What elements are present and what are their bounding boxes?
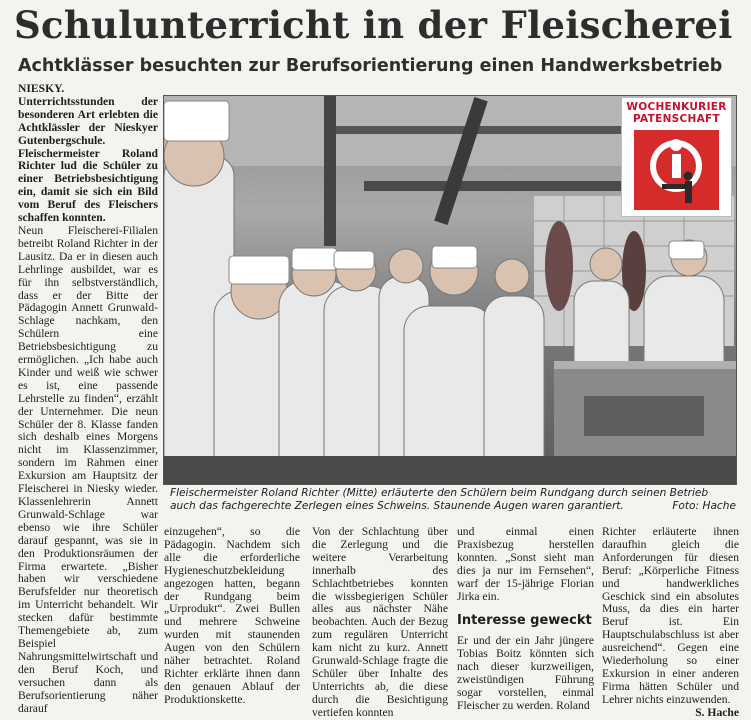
patenschaft-badge [621,97,732,217]
patenschaft-logo-icon [632,128,721,212]
article-column-3-text: Von der Schlachtung über die Zerlegung und die weitere Verarbeitung innerhalb des Schlachtbetriebes konnten die wissbegierigen Schüler alles aus nächster Nähe beobachten. Auch der Bezug zum regulären Unterricht kam nicht zu kurz. Annett Grunwald-Schlage fragte die Schüler über Inhalte des Unterrichts ab, die diese durch die Besichtigung vertiefen konnten [312,525,448,719]
article-column-4-bottom: Er und der ein Jahr jüngere Tobias Boitz könnten sich nach dieser kurzweiligen, zweistündigen Führung sogar vorstellen, einmal Fleischer zu werden. Roland [457,634,594,712]
article-column-2-text: einzugehen“, so die Pädagogin. Nachdem sich alle die erforderliche Hygieneschutzbekleidung angezogen hatten, begann der Rundgang beim „Urprodukt“. Zwei Bullen und mehrere Schweine wurden mit staunenden Augen von den Schülern näher betrachtet. Roland Richter erklärte ihnen dann den genauen Ablauf der Produktionskette. [164,525,300,706]
subheadline: Achtklässer besuchten zur Berufsorientierung einen Handwerksbetrieb [18,56,723,76]
photo-credit: Foto: Hache [672,500,736,512]
article-column-3 [312,526,448,720]
headline: Schulunterricht in der Fleischerei [14,3,733,47]
caption-text: Fleischermeister Roland Richter (Mitte) erläuterte den Schülern beim Rundgang durch seinen Betrieb auch das fachgerechte Zerlegen eines Schweins. Staunende Augen waren garantiert. [170,487,709,512]
article-column-2 [164,526,300,707]
article-column-5-text: Richter erläuterte ihnen daraufhin gleich die Anforderungen für diesen Beruf: „Körperliche Fitness und handwerkliches Geschick sind ein absolutes Muss, da dies ein harter Beruf ist. Ein Hauptschulabschluss ist aber ausreichend“. Gegen eine Wiederholung so einer Exkursion in einer anderen Firma hätten Schüler und Lehrer nichts einzuwenden. [602,525,739,706]
article-column-5 [602,526,739,720]
article-column-4 [457,526,594,713]
article-column-1-body: Neun Fleischerei-Filialen betreibt Roland Richter in der Lausitz. Da er in diesen auch Lehrlinge ausbildet, war es für ihn selbstverständlich, dass er der Bitte der Pädagogin Annett Grunwald-Schlage nachkam, den Schülern eine Betriebsbesichtigung zu ermöglichen. „Ich habe auch Kinder und weiß wie schwer es ist, eine passende Lehrstelle zu finden“, erzählt der Unternehmer. Die neun Schüler der 8. Klasse fanden sich deshalb eines Morgens nicht im Klassenzimmer, sondern im Rahmen einer Exkursion am Hauptsitz der Fleischerei in Niesky wieder. Klassenlehrerin Annett Grunwald-Schlage war ebenso wie ihre Schüler darauf gespannt, was sie in den Produktionsräumen der Firma erwartete. „Bisher haben wir verschiedene Berufsfelder nur theoretisch im Unterricht behandelt. Wir stecken dafür bestimmte Themengebiete ab, zum Beispiel Nahrungsmittelwirtschaft und den Beruf Koch, und versuchen dann als Berufsorientierung näher darauf [18,223,158,715]
photo-caption [170,487,736,513]
article-column-4-top: und einmal einen Praxisbezug herstellen konnten. „Sonst sieht man dies ja nur im Fernsehen“, warf der 15-jährige Florian Jirka ein. [457,525,594,603]
article-lead: NIESKY. Unterrichtsstunden der besonderen Art erlebten die Achtklässler der Nieskyer Gutenbergschule. Fleischermeister Roland Richter lud die Schüler zu einer Betriebsbesichtigung ein, damit sie sich ein Bild vom Beruf des Fleischers schaffen konnten. [18,82,158,225]
article-column-1 [18,83,158,715]
section-subtitle: Interesse geweckt [457,613,592,629]
badge-title: WOCHENKURIER [626,101,727,113]
author-byline: S. Hache [695,705,739,719]
badge-subtitle: PATENSCHAFT [633,113,720,125]
